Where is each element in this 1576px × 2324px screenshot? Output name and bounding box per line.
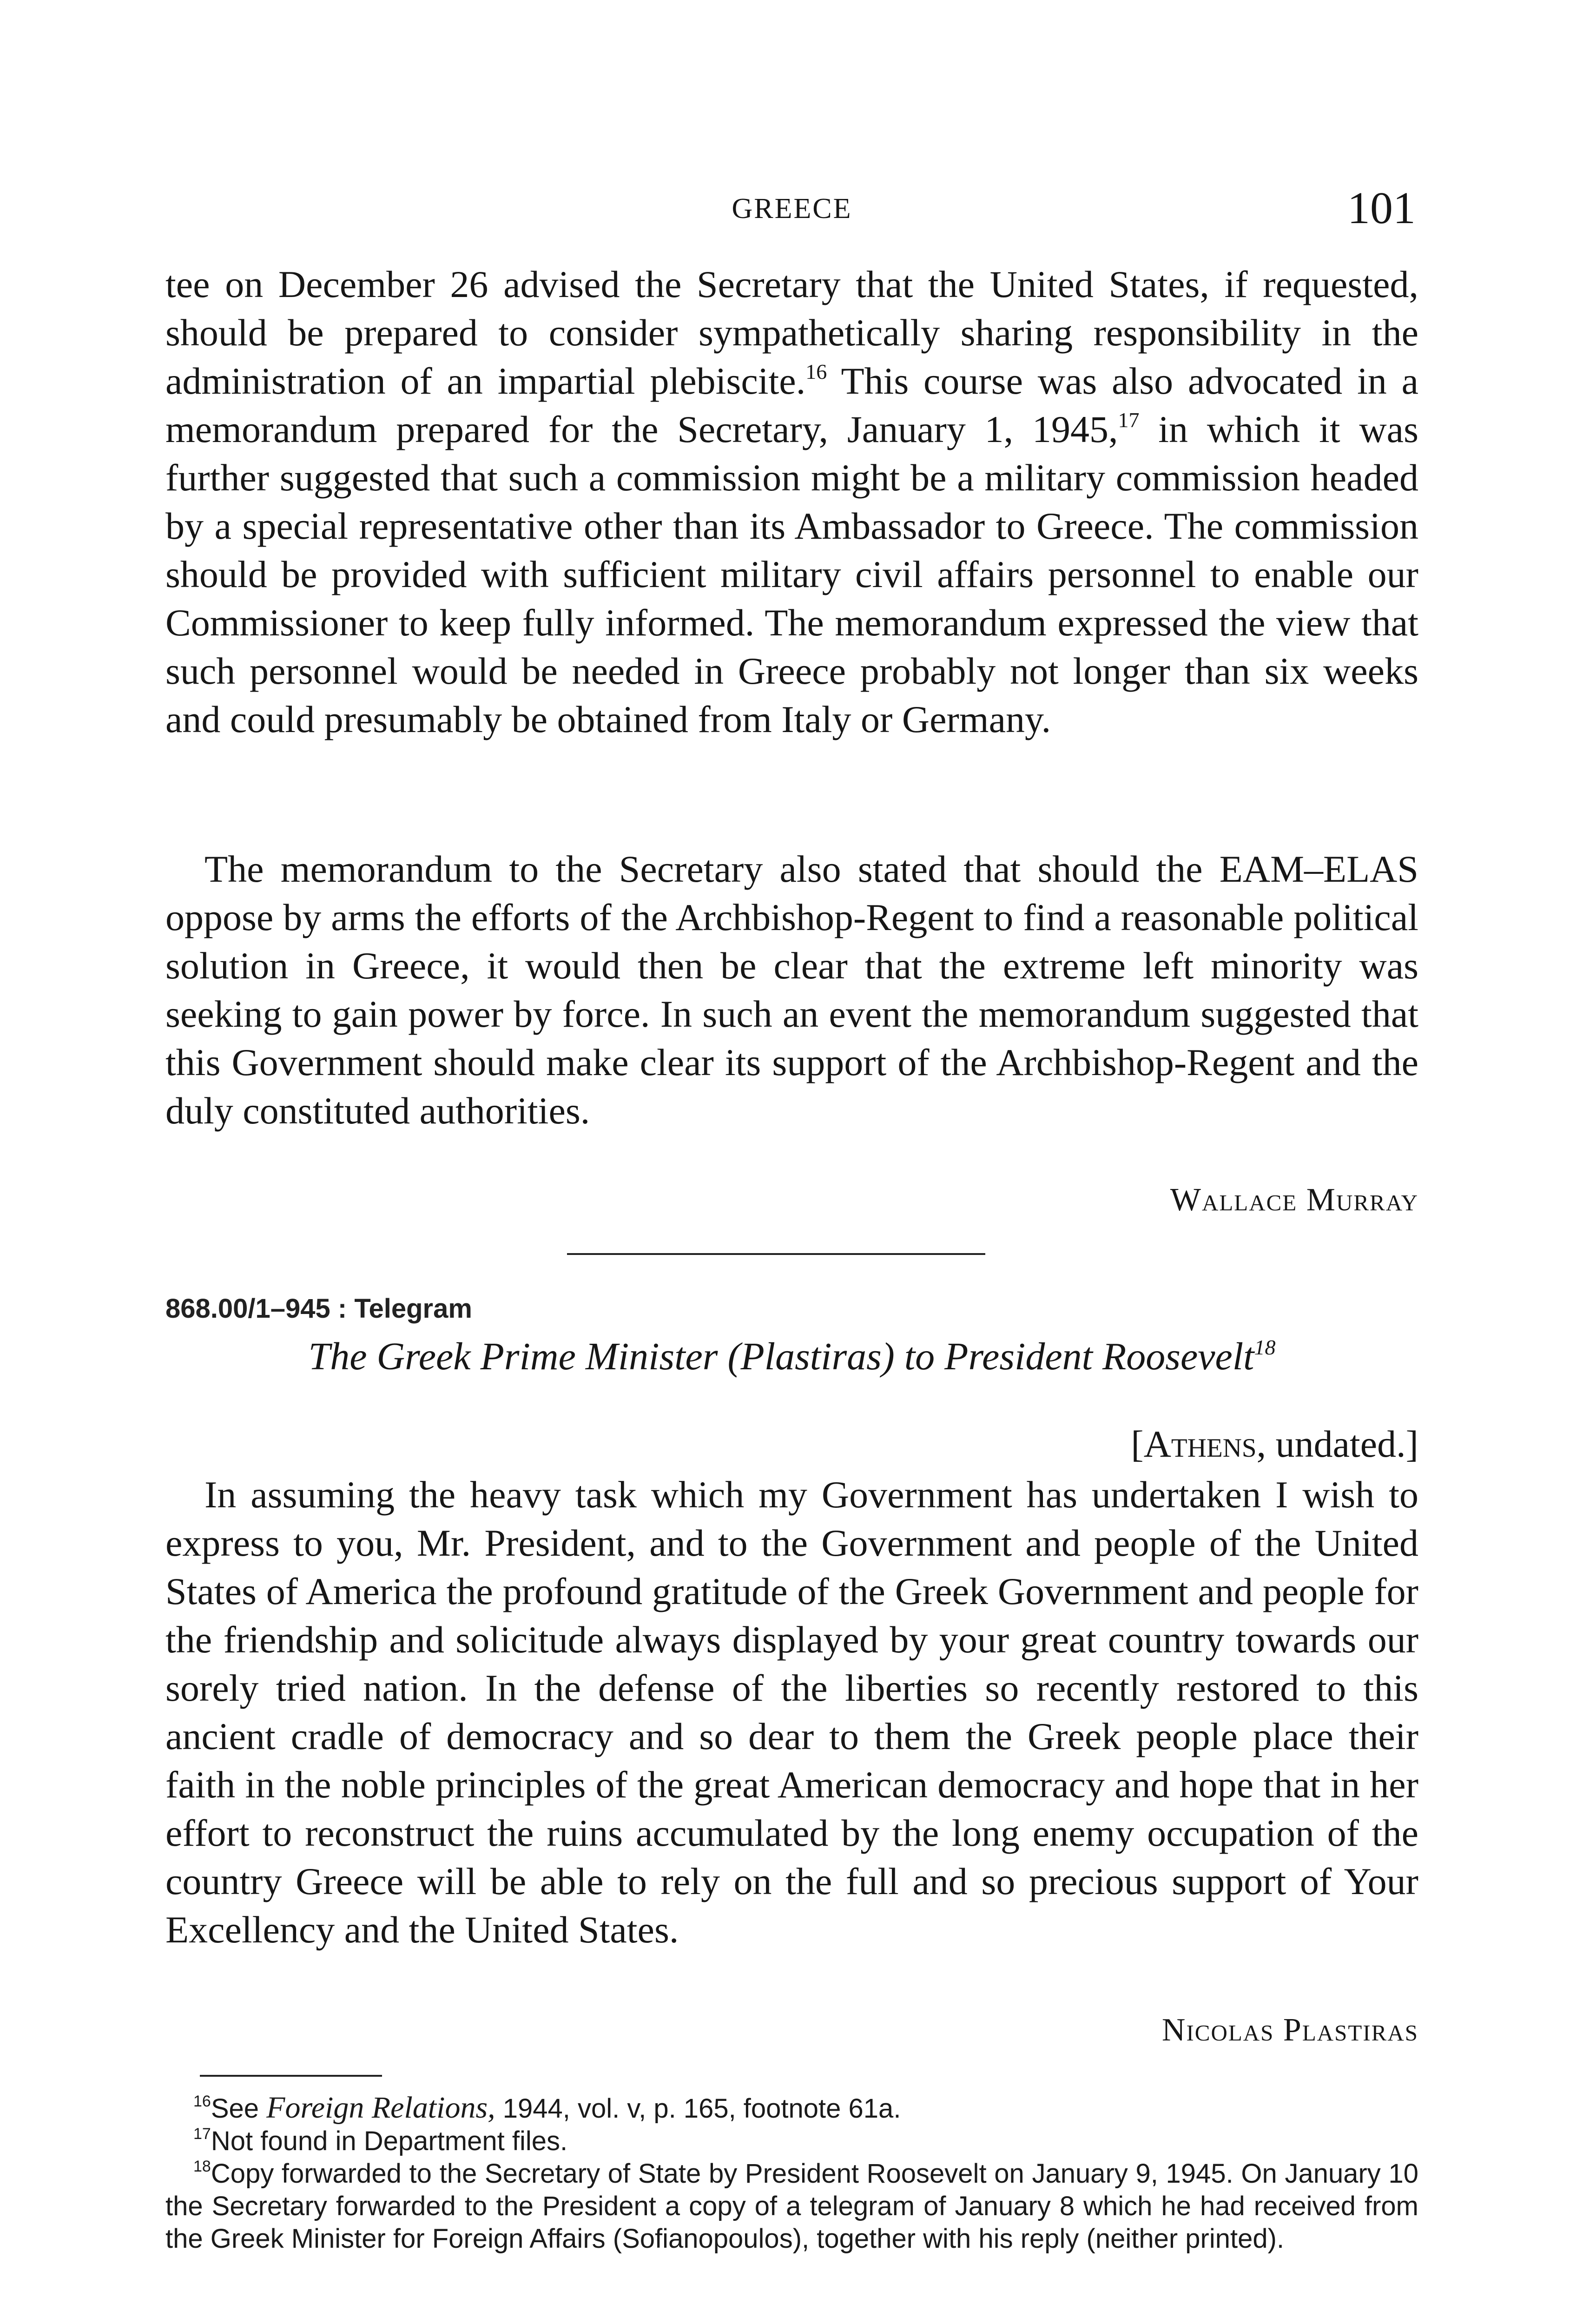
signature-plastiras bbox=[1162, 2012, 1418, 2049]
section-divider bbox=[567, 1253, 985, 1255]
footnote-italic: Foreign Relations, bbox=[266, 2091, 495, 2125]
signature-first: Nicolas bbox=[1161, 2012, 1274, 2048]
signature-last: Plastiras bbox=[1283, 2012, 1418, 2048]
dateline-place: Athens bbox=[1143, 1423, 1257, 1465]
running-head bbox=[165, 182, 1418, 233]
footnote-17 bbox=[165, 2125, 1418, 2158]
footnote-rule bbox=[200, 2075, 382, 2077]
paragraph-memorandum: The memorandum to the Secretary also stated that should the EAM–ELAS oppose by arms the efforts of the Archbishop-Regent to find a reasonable political solution in Greece, it would then be clear that the extreme left minority was seeking to gain power by force. In such an event the memorandum suggested that this Government should make clear its support of the Archbishop-Regent and the duly constituted authorities. bbox=[165, 848, 1418, 1132]
signature-murray bbox=[1170, 1182, 1418, 1219]
paragraph-text: This course was also advocated in a memorandum prepared for the Secretary, January 1, 1945, bbox=[165, 360, 1419, 450]
signature-first: Wallace bbox=[1170, 1182, 1298, 1218]
page-number: 101 bbox=[1347, 183, 1416, 233]
dateline-rest: , undated.] bbox=[1256, 1423, 1418, 1465]
footnote-text: 1944, vol. v, p. 165, footnote 61a. bbox=[495, 2093, 901, 2124]
dateline-open: [ bbox=[1131, 1423, 1144, 1465]
footnote-18 bbox=[165, 2158, 1418, 2255]
telegram-title bbox=[165, 1334, 1418, 1379]
footnotes bbox=[165, 2092, 1418, 2255]
document-page bbox=[165, 0, 1418, 2324]
footnote-text: Not found in Department files. bbox=[211, 2126, 568, 2156]
signature-last: Murray bbox=[1306, 1182, 1418, 1218]
footnote-text: See bbox=[211, 2093, 267, 2124]
paragraph-continuation bbox=[165, 260, 1418, 744]
footnote-text: Copy forwarded to the Secretary of State by President Roosevelt on January 9, 1945. On January 10 the Secretary forwarded to the President a copy of a telegram of January 8 which he had received from the Greek Minister for Foreign Affairs (Sofianopoulos), together with his reply (neither printed). bbox=[165, 2159, 1418, 2254]
paragraph-text: in which it was further suggested that such a commission might be a military commission headed by a special representative other than its Ambassador to Greece. The commission should be provided with sufficient military civil affairs personnel to enable our Commissioner to keep fully informed. The memorandum expressed the view that such personnel would be needed in Greece probably not longer than six weeks and could presumably be obtained from Italy or Germany. bbox=[165, 408, 1418, 740]
footnote-ref: 18 bbox=[1254, 1335, 1276, 1359]
footnote-ref: 16 bbox=[805, 360, 827, 383]
footnote-ref: 17 bbox=[1118, 408, 1140, 432]
file-reference: 868.00/1–945 : Telegram bbox=[165, 1294, 472, 1324]
telegram-title-text: The Greek Prime Minister (Plastiras) to President Roosevelt bbox=[308, 1335, 1254, 1378]
paragraph-text: tee on December 26 advised the Secretary that the United States, if requested, should be prepared to consider sympathetically sharing responsibility in the administration of an impartial plebiscite. bbox=[165, 263, 1418, 402]
dateline bbox=[1131, 1422, 1418, 1466]
footnote-number: 16 bbox=[193, 2093, 211, 2110]
footnote-16 bbox=[165, 2092, 1418, 2125]
running-title: GREECE bbox=[732, 193, 852, 224]
telegram-body: In assuming the heavy task which my Government has undertaken I wish to express to you, Mr. President, and to the Government and people of the United States of America the profound gratitude of the Greek Government and people for the friendship and solicitude always displayed by your great country towards our sorely tried nation. In the defense of the liberties so recently restored to this ancient cradle of democracy and so dear to them the Greek people place their faith in the noble principles of the great American democracy and hope that in her effort to reconstruct the ruins accumulated by the long enemy occupation of the country Greece will be able to rely on the full and so precious support of Your Excellency and the United States. bbox=[165, 1473, 1418, 1951]
footnote-number: 17 bbox=[193, 2125, 211, 2143]
footnote-number: 18 bbox=[193, 2158, 211, 2175]
